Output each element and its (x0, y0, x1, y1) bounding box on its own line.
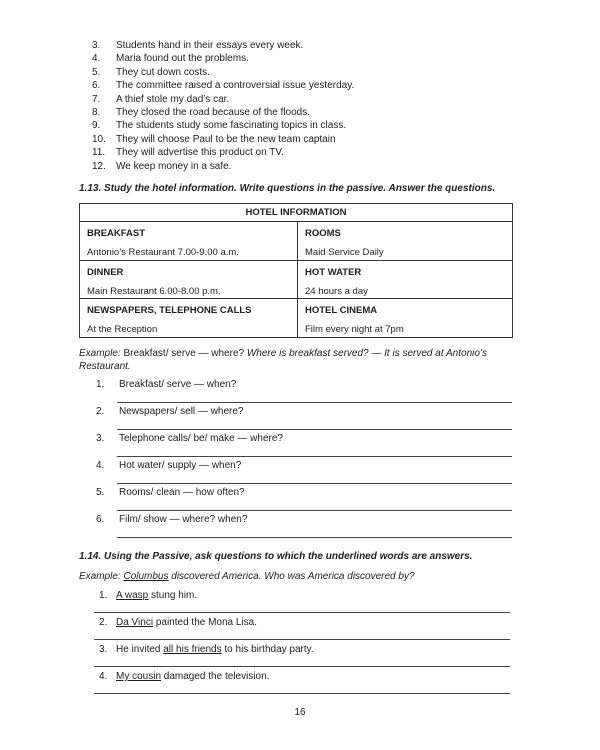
cell-value: Maid Service Daily (305, 247, 384, 258)
example-label: Example: (79, 348, 121, 359)
answer-line[interactable] (117, 456, 512, 457)
question-item: 2. Newspapers/ sell — where? (96, 406, 244, 417)
table-cell (298, 299, 512, 338)
question-item: 2. Da Vinci painted the Mona Lisa. (99, 617, 258, 628)
table-row (80, 222, 512, 261)
cell-value: Antonio’s Restaurant 7.00-9.00 a.m. (87, 247, 239, 258)
example-1-13 (79, 348, 487, 359)
list-item: 5. They cut down costs. (92, 66, 210, 78)
cell-value: 24 hours a day (305, 285, 368, 297)
example-underlined-word: Columbus (123, 571, 169, 582)
question-item: 4. My cousin damaged the television. (99, 671, 270, 682)
list-item: 7. A thief stole my dad’s car. (92, 93, 230, 105)
question-item: 1. A wasp stung him. (99, 590, 198, 601)
example-answer: Where is breakfast served? — It is served at Antonio’s (246, 348, 487, 359)
table-cell (298, 261, 512, 299)
answer-line[interactable] (117, 537, 512, 538)
list-item: 4. Maria found out the problems. (92, 53, 249, 65)
example-text: discovered America. Who was America discovered by? (168, 571, 415, 582)
example-1-14 (79, 571, 415, 582)
hotel-information-table (79, 203, 513, 338)
list-item: 8. They closed the road because of the floods. (92, 106, 311, 118)
answer-line[interactable] (117, 510, 512, 511)
answer-line[interactable] (117, 429, 512, 430)
sentence-list (92, 39, 354, 173)
cell-value: Film every night at 7pm (305, 324, 404, 336)
cell-title: HOTEL CINEMA (305, 305, 378, 317)
answer-line[interactable] (94, 666, 510, 667)
table-cell (80, 222, 298, 260)
table-cell (80, 261, 298, 299)
example-label: Example: (79, 571, 121, 582)
example-prompt: Breakfast/ serve — where? (123, 348, 245, 359)
question-item: 5. Rooms/ clean — how often? (96, 487, 245, 498)
table-header: HOTEL INFORMATION (80, 204, 512, 222)
cell-title: HOT WATER (305, 266, 362, 278)
answer-line[interactable] (117, 402, 512, 403)
answer-line[interactable] (94, 612, 510, 613)
cell-title: NEWSPAPERS, TELEPHONE CALLS (87, 305, 252, 317)
answer-line[interactable] (94, 639, 510, 640)
question-item: 1. Breakfast/ serve — when? (96, 379, 237, 390)
answer-line[interactable] (117, 483, 512, 484)
list-item: 10. They will choose Paul to be the new team captain (92, 133, 336, 145)
answer-line[interactable] (94, 693, 510, 694)
list-item: 9. The students study some fascinating topics in class. (92, 120, 347, 132)
list-item: 11. They will advertise this product on TV. (92, 147, 284, 159)
cell-value: At the Reception (87, 324, 158, 336)
example-answer-continued: Restaurant. (79, 361, 131, 372)
list-item: 3. Students hand in their essays every week. (92, 40, 304, 51)
question-item: 3. He invited all his friends to his birthday party. (99, 644, 314, 655)
table-row (80, 261, 512, 300)
cell-value: Main Restaurant 6.00-8.00 p.m. (87, 285, 221, 297)
list-item: 6. The committee raised a controversial issue yesterday. (92, 80, 355, 92)
cell-title: ROOMS (305, 228, 341, 239)
cell-title: BREAKFAST (87, 228, 146, 239)
table-cell (298, 222, 512, 260)
table-cell (80, 299, 298, 338)
question-item: 6. Film/ show — where? when? (96, 514, 248, 525)
section-1-13-title: 1.13. Study the hotel information. Write questions in the passive. Answer the questions. (79, 183, 496, 194)
question-item: 4. Hot water/ supply — when? (96, 460, 242, 471)
section-1-14-title: 1.14. Using the Passive, ask questions to which the underlined words are answers. (79, 551, 473, 562)
list-item: 12. We keep money in a safe. (92, 160, 232, 172)
question-item: 3. Telephone calls/ be/ make — where? (96, 433, 283, 444)
page-number: 16 (294, 707, 306, 718)
cell-title: DINNER (87, 266, 124, 278)
table-row (80, 299, 512, 338)
